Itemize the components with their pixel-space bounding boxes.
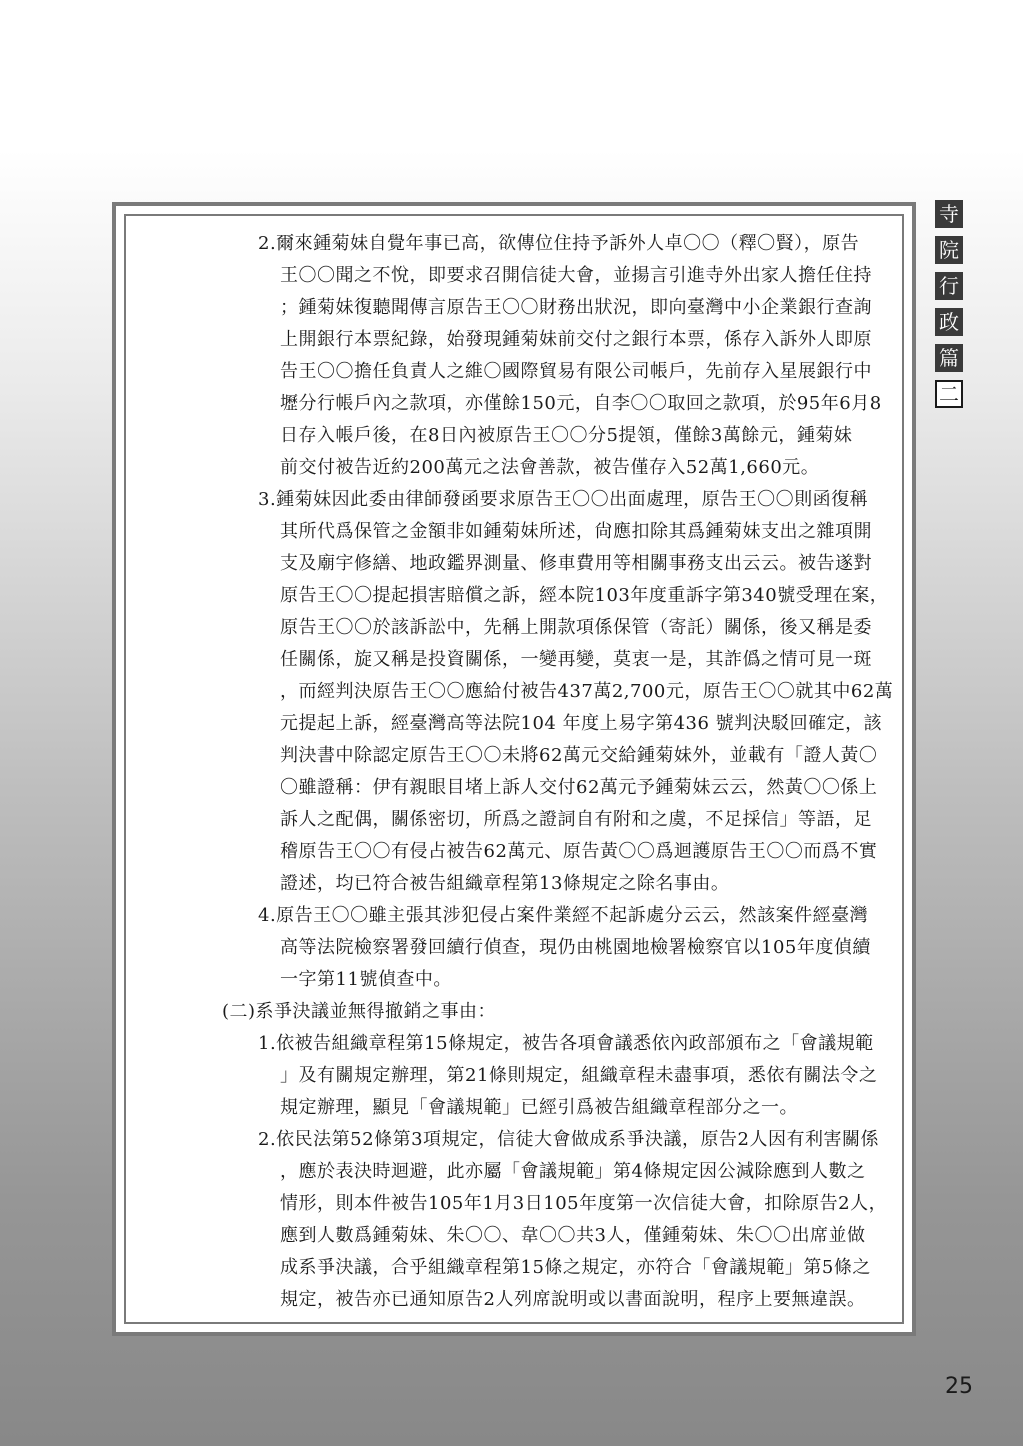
text-line: ；鍾菊妹復聽聞傳言原告王〇〇財務出狀況，即向臺灣中小企業銀行查詢 — [280, 297, 872, 318]
text-line: 成系爭決議，合乎組織章程第15條之規定，亦符合「會議規範」第5條之 — [280, 1257, 871, 1278]
text-line: 原告王〇〇於該訴訟中，先稱上開款項係保管（寄託）關係，後又稱是委 — [280, 617, 872, 638]
side-tab-char: 寺 — [935, 200, 963, 228]
text-line: 2.依民法第52條第3項規定，信徒大會做成系爭決議，原告2人因有利害關係 — [258, 1129, 879, 1150]
text-line: 4.原告王〇〇雖主張其涉犯侵占案件業經不起訴處分云云，然該案件經臺灣 — [258, 905, 869, 926]
text-line: 規定辦理，顯見「會議規範」已經引爲被告組織章程部分之一。 — [280, 1097, 798, 1118]
text-line: 情形，則本件被告105年1月3日105年度第一次信徒大會，扣除原告2人， — [280, 1193, 888, 1214]
text-line: 高等法院檢察署發回續行偵查，現仍由桃園地檢署檢察官以105年度偵續 — [280, 937, 871, 958]
side-tab-char: 政 — [935, 308, 963, 336]
text-line: 」及有關規定辦理，第21條則規定，組織章程未盡事項，悉依有關法令之 — [280, 1065, 878, 1086]
text-line: 其所代爲保管之金額非如鍾菊妹所述，尙應扣除其爲鍾菊妹支出之雜項開 — [280, 521, 872, 542]
side-tab-char: 二 — [935, 380, 963, 408]
text-line: 支及廟宇修繕、地政鑑界測量、修車費用等相關事務支出云云。被告遂對 — [280, 553, 872, 574]
side-tab-char: 院 — [935, 236, 963, 264]
text-line: 判決書中除認定原告王〇〇未將62萬元交給鍾菊妹外，並載有「證人黃〇 — [280, 745, 878, 766]
text-line: 規定，被告亦已通知原告2人列席說明或以書面說明，程序上要無違誤。 — [280, 1289, 866, 1310]
text-line: 〇雖證稱：伊有親眼目堵上訴人交付62萬元予鍾菊妹云云，然黃〇〇係上 — [280, 777, 878, 798]
text-line: 1.依被告組織章程第15條規定，被告各項會議悉依內政部頒布之「會議規範 — [258, 1033, 874, 1054]
text-line: 原告王〇〇提起損害賠償之訴，經本院103年度重訴字第340號受理在案， — [280, 585, 889, 606]
text-line: 3.鍾菊妹因此委由律師發函要求原告王〇〇出面處理，原告王〇〇則函復稱 — [258, 489, 869, 510]
text-line: 前交付被告近約200萬元之法會善款，被告僅存入52萬1,660元。 — [280, 457, 820, 478]
text-line: 任關係，旋又稱是投資關係，一變再變，莫衷一是，其詐僞之情可見一斑 — [280, 649, 872, 670]
text-line: ，而經判決原告王〇〇應給付被告437萬2,700元，原告王〇〇就其中62萬 — [280, 681, 894, 702]
text-line: 壢分行帳戶內之款項，亦僅餘150元，自李〇〇取回之款項，於95年6月8 — [280, 393, 882, 414]
text-line: 一字第11號偵查中。 — [280, 969, 452, 990]
text-line: ，應於表決時迴避，此亦屬「會議規範」第4條規定因公減除應到人數之 — [280, 1161, 866, 1182]
text-line: 日存入帳戶後，在8日內被原告王〇〇分5提領，僅餘3萬餘元，鍾菊妹 — [280, 425, 853, 446]
text-line: 上開銀行本票紀錄，始發現鍾菊妹前交付之銀行本票，係存入訴外人即原 — [280, 329, 872, 350]
text-line: 證述，均已符合被告組織章程第13條規定之除名事由。 — [280, 873, 730, 894]
text-line: 稽原告王〇〇有侵占被告62萬元、原告黃〇〇爲迴護原告王〇〇而爲不實 — [280, 841, 878, 862]
text-line: 告王〇〇擔任負責人之維〇國際貿易有限公司帳戶，先前存入星展銀行中 — [280, 361, 872, 382]
page-number: 25 — [945, 1374, 973, 1399]
text-line: 2.爾來鍾菊妹自覺年事已高，欲傳位住持予訴外人卓〇〇（釋〇賢），原告 — [258, 233, 860, 254]
text-line: 應到人數爲鍾菊妹、朱〇〇、韋〇〇共3人，僅鍾菊妹、朱〇〇出席並做 — [280, 1225, 866, 1246]
text-line: 王〇〇聞之不悅，即要求召開信徒大會，並揚言引進寺外出家人擔任住持 — [280, 265, 872, 286]
section-heading: (二)系爭決議並無得撤銷之事由： — [222, 1001, 497, 1022]
text-line: 訴人之配偶，關係密切，所爲之證詞自有附和之虞，不足採信」等語，足 — [280, 809, 872, 830]
chapter-side-tab — [935, 200, 965, 416]
side-tab-char: 行 — [935, 272, 963, 300]
text-line: 元提起上訴，經臺灣高等法院104 年度上易字第436 號判決駁回確定，該 — [280, 713, 883, 734]
side-tab-char: 篇 — [935, 344, 963, 372]
